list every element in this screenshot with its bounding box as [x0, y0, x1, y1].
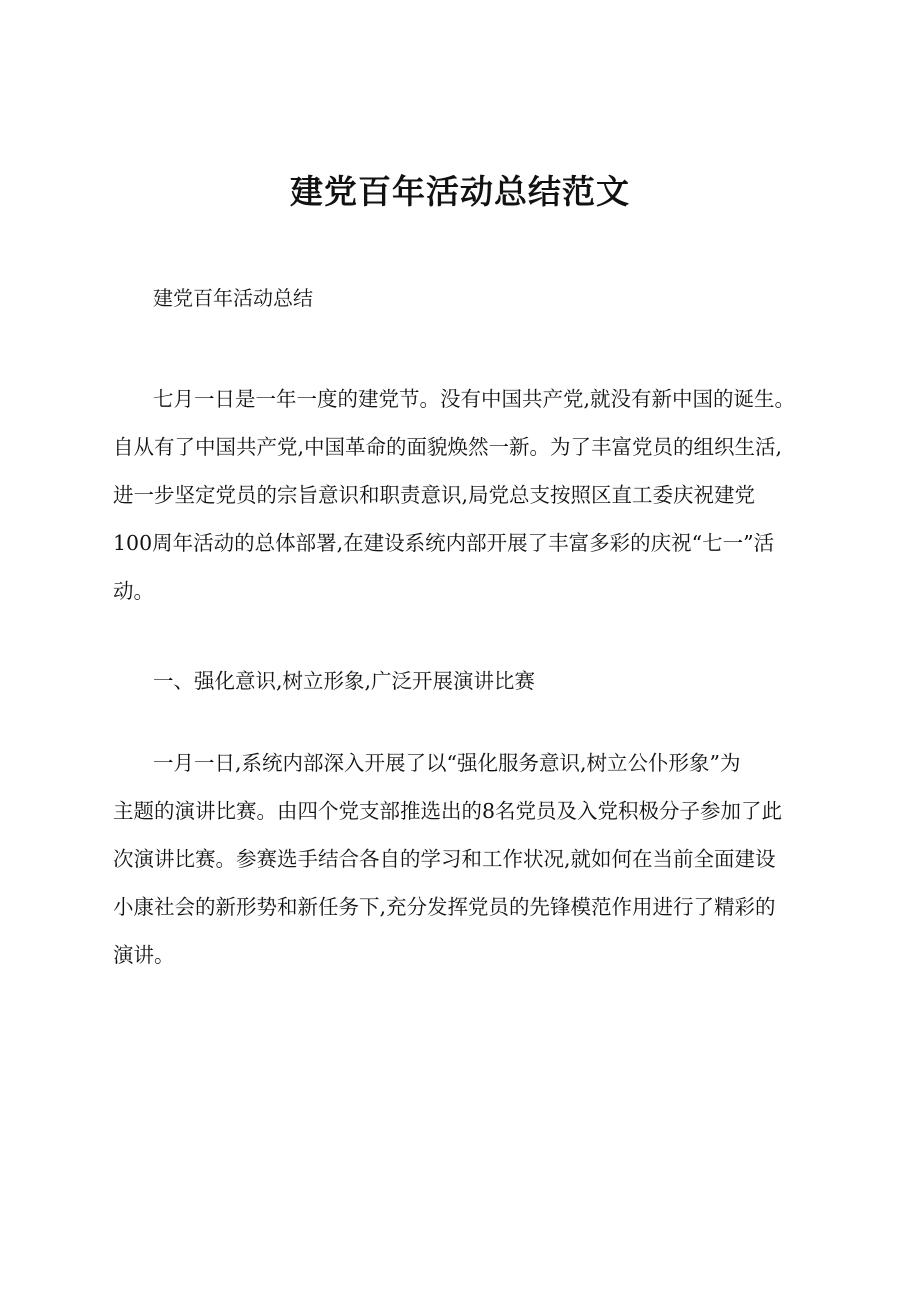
- document-title: 建党百年活动总结范文: [290, 172, 630, 211]
- paragraph-line: 自从有了中国共产党,中国革命的面貌焕然一新。为了丰富党员的组织生活,: [113, 435, 783, 459]
- paragraph-line: 进一步坚定党员的宗旨意识和职责意识,局党总支按照区直工委庆祝建党: [113, 483, 756, 507]
- paragraph-line: 演讲。: [113, 943, 175, 967]
- document-subtitle: 建党百年活动总结: [153, 286, 313, 310]
- section-heading-1: 一、强化意识,树立形象,广泛开展演讲比赛: [153, 669, 536, 693]
- paragraph-intro: [113, 375, 825, 615]
- paragraph-line: 次演讲比赛。参赛选手结合各自的学习和工作状况,就如何在当前全面建设: [113, 847, 776, 871]
- paragraph-line: 七月一日是一年一度的建党节。没有中国共产党,就没有新中国的诞生。: [153, 387, 796, 411]
- paragraph-line: 小康社会的新形势和新任务下,充分发挥党员的先锋模范作用进行了精彩的: [113, 895, 776, 919]
- paragraph-line: 100周年活动的总体部署,在建设系统内部开展了丰富多彩的庆祝“七一”活: [113, 531, 775, 555]
- paragraph-line: 一月一日,系统内部深入开展了以“强化服务意识,树立公仆形象”为: [153, 751, 741, 775]
- paragraph-line: 动。: [113, 579, 154, 603]
- paragraph-speech-contest: [113, 739, 825, 979]
- paragraph-line: 主题的演讲比赛。由四个党支部推选出的8名党员及入党积极分子参加了此: [113, 799, 783, 823]
